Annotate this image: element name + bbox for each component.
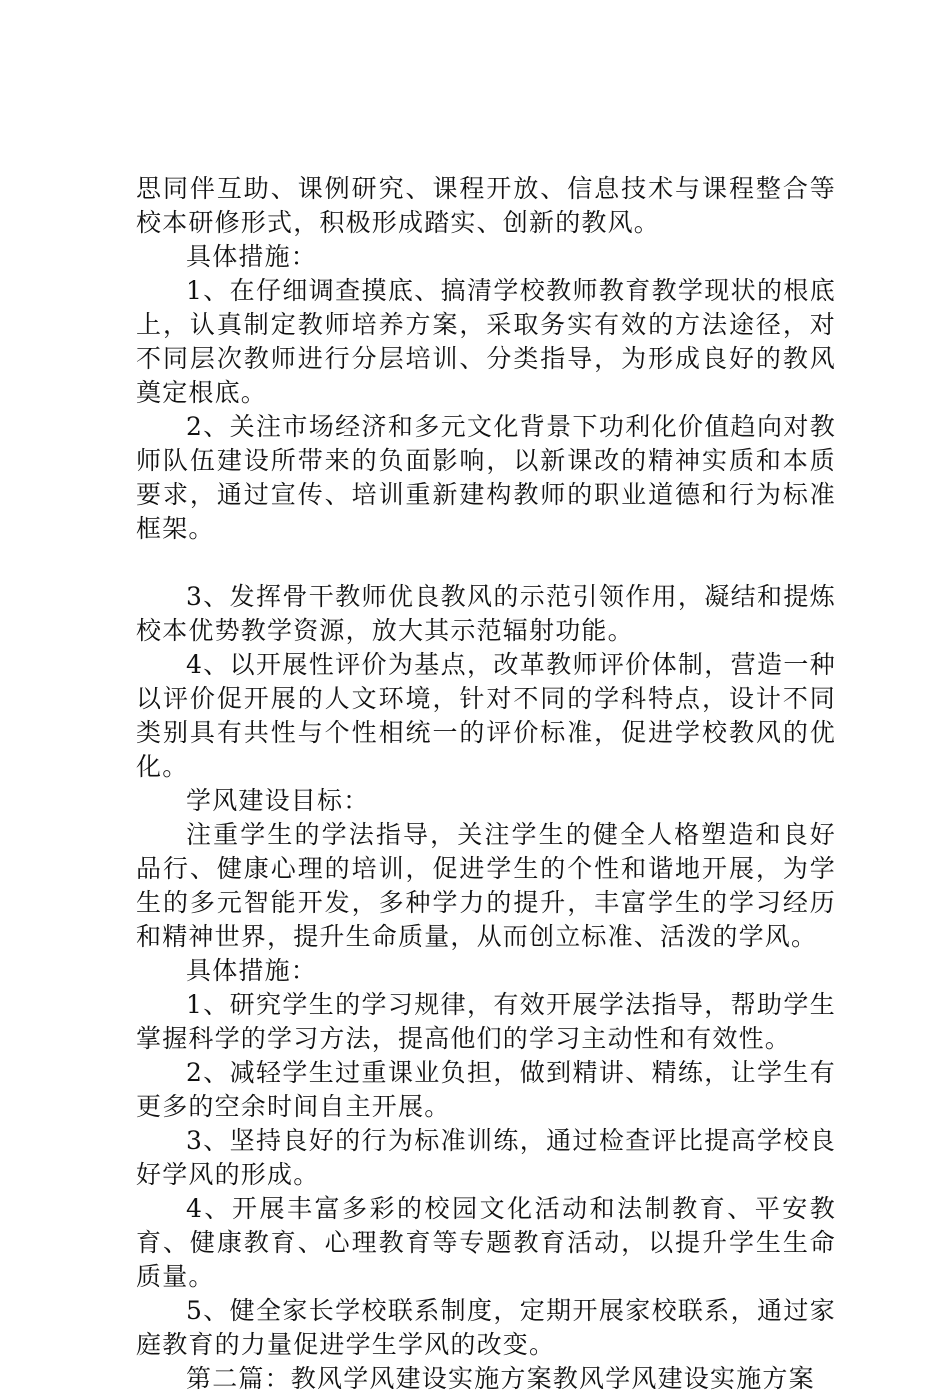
paragraph-study-measure-3: 3、坚持良好的行为标准训练，通过检查评比提高学校良好学风的形成。 [136, 1126, 836, 1189]
heading-measures-2: 具体措施： [186, 956, 318, 985]
paragraph-study-measure-2: 2、减轻学生过重课业负担，做到精讲、精练，让学生有更多的空余时间自主开展。 [136, 1058, 836, 1121]
paragraph-study-goal: 注重学生的学法指导，关注学生的健全人格塑造和良好品行、健康心理的培训，促进学生的个性和谐地开展，为学生的多元智能开发，多种学力的提升，丰富学生的学习经历和精神世界，提升生命质量，从而创立标准、活泼的学风。 [136, 820, 836, 951]
paragraph-study-measure-1: 1、研究学生的学习规律，有效开展学法指导，帮助学生掌握科学的学习方法，提高他们的学习主动性和有效性。 [136, 990, 836, 1053]
document-body [136, 172, 836, 1396]
paragraph-measure-1: 1、在仔细调查摸底、搞清学校教师教育教学现状的根底上，认真制定教师培养方案，采取务实有效的方法途径，对不同层次教师进行分层培训、分类指导，为形成良好的教风奠定根底。 [136, 276, 836, 407]
paragraph-continuation: 思同伴互助、课例研究、课程开放、信息技术与课程整合等校本研修形式，积极形成踏实、创新的教风。 [136, 174, 836, 237]
heading-study-goal: 学风建设目标： [186, 786, 370, 815]
paragraph-measure-2: 2、关注市场经济和多元文化背景下功利化价值趋向对教师队伍建设所带来的负面影响，以新课改的精神实质和本质要求，通过宣传、培训重新建构教师的职业道德和行为标准框架。 [136, 412, 836, 543]
paragraph-study-measure-5: 5、健全家长学校联系制度，定期开展家校联系，通过家庭教育的力量促进学生学风的改变。 [136, 1296, 836, 1359]
heading-measures: 具体措施： [186, 242, 318, 271]
paragraph-measure-3: 3、发挥骨干教师优良教风的示范引领作用，凝结和提炼校本优势教学资源，放大其示范辐射功能。 [136, 582, 836, 645]
paragraph-study-measure-4: 4、开展丰富多彩的校园文化活动和法制教育、平安教育、健康教育、心理教育等专题教育活动，以提升学生生命质量。 [136, 1194, 836, 1291]
paragraph-measure-4: 4、以开展性评价为基点，改革教师评价体制，营造一种以评价促开展的人文环境，针对不同的学科特点，设计不同类别具有共性与个性相统一的评价标准，促进学校教风的优化。 [136, 650, 836, 781]
section-title-part-two: 第二篇：教风学风建设实施方案教风学风建设实施方案 [186, 1364, 815, 1393]
